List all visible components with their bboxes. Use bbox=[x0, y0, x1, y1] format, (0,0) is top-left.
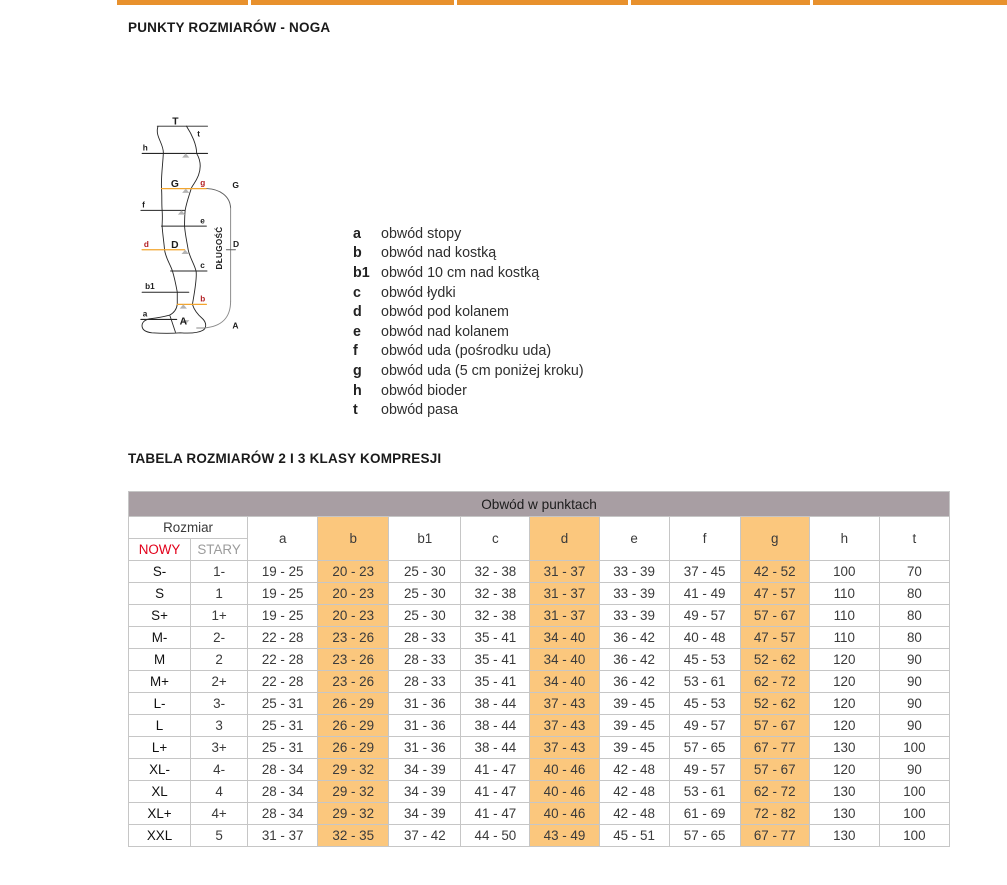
value-cell: 35 - 41 bbox=[461, 671, 530, 693]
point-column-header-g: g bbox=[740, 517, 809, 561]
value-cell: 110 bbox=[809, 605, 879, 627]
value-cell: 34 - 39 bbox=[389, 781, 461, 803]
value-cell: 26 - 29 bbox=[318, 693, 389, 715]
diagram-label-D-big: D bbox=[171, 239, 179, 251]
value-cell: 28 - 34 bbox=[248, 781, 318, 803]
top-tab-indicator-5[interactable] bbox=[813, 0, 1007, 5]
legend-key: t bbox=[353, 402, 358, 419]
value-cell: 23 - 26 bbox=[318, 671, 389, 693]
value-cell: 31 - 37 bbox=[530, 605, 599, 627]
size-new-cell: L- bbox=[129, 693, 191, 715]
value-cell: 39 - 45 bbox=[599, 715, 669, 737]
legend-item bbox=[353, 283, 584, 303]
size-old-cell: 4+ bbox=[191, 803, 248, 825]
size-new-cell: S- bbox=[129, 561, 191, 583]
legend-text: obwód 10 cm nad kostką bbox=[381, 264, 540, 281]
diagram-label-e: e bbox=[200, 216, 205, 226]
value-cell: 41 - 47 bbox=[461, 781, 530, 803]
diagram-label-d: d bbox=[143, 239, 149, 249]
value-cell: 29 - 32 bbox=[318, 803, 389, 825]
value-cell: 36 - 42 bbox=[599, 627, 669, 649]
size-header: Rozmiar bbox=[129, 517, 248, 539]
value-cell: 120 bbox=[809, 693, 879, 715]
value-cell: 44 - 50 bbox=[461, 825, 530, 847]
legend-item bbox=[353, 342, 584, 362]
size-new-cell: XXL bbox=[129, 825, 191, 847]
value-cell: 39 - 45 bbox=[599, 737, 669, 759]
table-header-row bbox=[129, 517, 950, 539]
top-tab-indicator-4[interactable] bbox=[631, 0, 810, 5]
legend-item bbox=[353, 224, 584, 244]
legend-text: obwód pasa bbox=[381, 402, 459, 419]
value-cell: 100 bbox=[879, 803, 949, 825]
size-row bbox=[129, 605, 950, 627]
value-cell: 32 - 38 bbox=[461, 583, 530, 605]
section-title-table: TABELA ROZMIARÓW 2 I 3 KLASY KOMPRESJI bbox=[128, 451, 442, 466]
diagram-label-f: f bbox=[142, 200, 145, 210]
value-cell: 23 - 26 bbox=[318, 649, 389, 671]
diagram-label-T: T bbox=[172, 116, 179, 128]
value-cell: 34 - 40 bbox=[530, 627, 599, 649]
value-cell: 72 - 82 bbox=[740, 803, 809, 825]
legend-text: obwód nad kolanem bbox=[381, 323, 509, 340]
value-cell: 57 - 67 bbox=[740, 715, 809, 737]
legend-text: obwód bioder bbox=[381, 382, 467, 399]
value-cell: 41 - 47 bbox=[461, 759, 530, 781]
size-table-wrap bbox=[128, 491, 950, 847]
value-cell: 35 - 41 bbox=[461, 649, 530, 671]
value-cell: 25 - 30 bbox=[389, 583, 461, 605]
point-column-header-b1: b1 bbox=[389, 517, 461, 561]
diagram-label-G-big: G bbox=[170, 178, 179, 190]
size-old-cell: 3- bbox=[191, 693, 248, 715]
value-cell: 80 bbox=[879, 583, 949, 605]
value-cell: 33 - 39 bbox=[599, 561, 669, 583]
size-new-cell: L+ bbox=[129, 737, 191, 759]
value-cell: 22 - 28 bbox=[248, 671, 318, 693]
table-band-title: Obwód w punktach bbox=[129, 492, 950, 517]
value-cell: 35 - 41 bbox=[461, 627, 530, 649]
value-cell: 120 bbox=[809, 649, 879, 671]
diagram-label-b: b bbox=[200, 294, 206, 304]
diagram-toe-cap-line bbox=[170, 316, 175, 332]
bracket-label-G: G bbox=[232, 179, 240, 190]
value-cell: 25 - 31 bbox=[248, 737, 318, 759]
value-cell: 52 - 62 bbox=[740, 693, 809, 715]
value-cell: 33 - 39 bbox=[599, 583, 669, 605]
value-cell: 22 - 28 bbox=[248, 627, 318, 649]
diagram-label-a: a bbox=[142, 309, 148, 319]
value-cell: 31 - 37 bbox=[530, 561, 599, 583]
top-tab-indicator-1[interactable] bbox=[117, 0, 248, 5]
point-column-header-a: a bbox=[248, 517, 318, 561]
value-cell: 38 - 44 bbox=[461, 693, 530, 715]
size-new-cell: S+ bbox=[129, 605, 191, 627]
point-column-header-h: h bbox=[809, 517, 879, 561]
value-cell: 42 - 52 bbox=[740, 561, 809, 583]
legend-text: obwód pod kolanem bbox=[381, 304, 509, 321]
value-cell: 57 - 65 bbox=[669, 737, 740, 759]
value-cell: 28 - 33 bbox=[389, 649, 461, 671]
size-row bbox=[129, 627, 950, 649]
size-row bbox=[129, 671, 950, 693]
point-column-header-e: e bbox=[599, 517, 669, 561]
value-cell: 130 bbox=[809, 825, 879, 847]
marker-triangles bbox=[178, 153, 190, 324]
size-row bbox=[129, 781, 950, 803]
size-old-cell: 5 bbox=[191, 825, 248, 847]
value-cell: 67 - 77 bbox=[740, 737, 809, 759]
size-new-cell: S bbox=[129, 583, 191, 605]
value-cell: 19 - 25 bbox=[248, 561, 318, 583]
value-cell: 42 - 48 bbox=[599, 781, 669, 803]
value-cell: 90 bbox=[879, 693, 949, 715]
value-cell: 90 bbox=[879, 649, 949, 671]
value-cell: 34 - 39 bbox=[389, 759, 461, 781]
value-cell: 120 bbox=[809, 759, 879, 781]
value-cell: 57 - 67 bbox=[740, 759, 809, 781]
diagram-label-A-big: A bbox=[179, 316, 188, 328]
value-cell: 52 - 62 bbox=[740, 649, 809, 671]
value-cell: 20 - 23 bbox=[318, 605, 389, 627]
leg-diagram bbox=[130, 55, 330, 427]
value-cell: 28 - 34 bbox=[248, 759, 318, 781]
point-column-header-f: f bbox=[669, 517, 740, 561]
value-cell: 40 - 46 bbox=[530, 803, 599, 825]
legend-item bbox=[353, 400, 584, 420]
new-size-header: NOWY bbox=[129, 539, 191, 561]
legend-key: d bbox=[353, 304, 362, 321]
value-cell: 45 - 53 bbox=[669, 649, 740, 671]
old-size-header: STARY bbox=[191, 539, 248, 561]
size-old-cell: 2 bbox=[191, 649, 248, 671]
value-cell: 28 - 33 bbox=[389, 671, 461, 693]
diagram-label-c: c bbox=[200, 260, 205, 270]
diagram-label-t: t bbox=[197, 129, 201, 139]
value-cell: 33 - 39 bbox=[599, 605, 669, 627]
value-cell: 42 - 48 bbox=[599, 759, 669, 781]
section-title-points: PUNKTY ROZMIARÓW - NOGA bbox=[128, 20, 331, 35]
value-cell: 100 bbox=[879, 825, 949, 847]
value-cell: 40 - 46 bbox=[530, 781, 599, 803]
value-cell: 61 - 69 bbox=[669, 803, 740, 825]
value-cell: 31 - 37 bbox=[530, 583, 599, 605]
bracket-label-D: D bbox=[233, 238, 240, 249]
diagram-foot-outline bbox=[142, 304, 206, 333]
diagram-label-h: h bbox=[142, 143, 148, 153]
value-cell: 36 - 42 bbox=[599, 649, 669, 671]
size-row bbox=[129, 561, 950, 583]
legend-key: a bbox=[353, 225, 361, 242]
value-cell: 31 - 36 bbox=[389, 715, 461, 737]
size-table bbox=[128, 491, 950, 847]
size-old-cell: 4 bbox=[191, 781, 248, 803]
size-new-cell: M+ bbox=[129, 671, 191, 693]
value-cell: 130 bbox=[809, 803, 879, 825]
value-cell: 25 - 30 bbox=[389, 605, 461, 627]
value-cell: 40 - 48 bbox=[669, 627, 740, 649]
value-cell: 70 bbox=[879, 561, 949, 583]
size-old-cell: 3+ bbox=[191, 737, 248, 759]
size-row bbox=[129, 759, 950, 781]
value-cell: 20 - 23 bbox=[318, 583, 389, 605]
value-cell: 31 - 36 bbox=[389, 737, 461, 759]
value-cell: 22 - 28 bbox=[248, 649, 318, 671]
size-old-cell: 1- bbox=[191, 561, 248, 583]
value-cell: 45 - 51 bbox=[599, 825, 669, 847]
diagram-leg-outline-right bbox=[185, 126, 201, 304]
top-tab-indicator-2[interactable] bbox=[251, 0, 454, 5]
legend-text: obwód stopy bbox=[381, 225, 462, 242]
legend-key: c bbox=[353, 284, 361, 301]
size-old-cell: 2- bbox=[191, 627, 248, 649]
value-cell: 45 - 53 bbox=[669, 693, 740, 715]
value-cell: 29 - 32 bbox=[318, 781, 389, 803]
diagram-label-g: g bbox=[200, 178, 206, 188]
legend-item bbox=[353, 381, 584, 401]
size-old-cell: 2+ bbox=[191, 671, 248, 693]
diagram-label-b1: b1 bbox=[145, 282, 155, 292]
value-cell: 37 - 45 bbox=[669, 561, 740, 583]
value-cell: 80 bbox=[879, 627, 949, 649]
value-cell: 100 bbox=[809, 561, 879, 583]
value-cell: 37 - 43 bbox=[530, 715, 599, 737]
value-cell: 130 bbox=[809, 737, 879, 759]
value-cell: 47 - 57 bbox=[740, 627, 809, 649]
value-cell: 90 bbox=[879, 759, 949, 781]
legend-text: obwód uda (pośrodku uda) bbox=[381, 343, 552, 360]
value-cell: 49 - 57 bbox=[669, 605, 740, 627]
value-cell: 32 - 38 bbox=[461, 561, 530, 583]
value-cell: 36 - 42 bbox=[599, 671, 669, 693]
value-cell: 100 bbox=[879, 737, 949, 759]
value-cell: 19 - 25 bbox=[248, 605, 318, 627]
value-cell: 67 - 77 bbox=[740, 825, 809, 847]
legend-list bbox=[353, 224, 584, 420]
size-new-cell: M- bbox=[129, 627, 191, 649]
value-cell: 32 - 35 bbox=[318, 825, 389, 847]
size-new-cell: L bbox=[129, 715, 191, 737]
value-cell: 19 - 25 bbox=[248, 583, 318, 605]
value-cell: 26 - 29 bbox=[318, 737, 389, 759]
value-cell: 110 bbox=[809, 583, 879, 605]
value-cell: 31 - 37 bbox=[248, 825, 318, 847]
value-cell: 37 - 43 bbox=[530, 693, 599, 715]
legend-item bbox=[353, 263, 584, 283]
value-cell: 32 - 38 bbox=[461, 605, 530, 627]
value-cell: 110 bbox=[809, 627, 879, 649]
size-row bbox=[129, 583, 950, 605]
point-column-header-b: b bbox=[318, 517, 389, 561]
point-column-header-c: c bbox=[461, 517, 530, 561]
legend-item bbox=[353, 302, 584, 322]
value-cell: 37 - 42 bbox=[389, 825, 461, 847]
value-cell: 34 - 39 bbox=[389, 803, 461, 825]
size-row bbox=[129, 803, 950, 825]
value-cell: 49 - 57 bbox=[669, 715, 740, 737]
value-cell: 43 - 49 bbox=[530, 825, 599, 847]
point-column-header-d: d bbox=[530, 517, 599, 561]
legend-item bbox=[353, 322, 584, 342]
size-old-cell: 1+ bbox=[191, 605, 248, 627]
value-cell: 62 - 72 bbox=[740, 671, 809, 693]
size-row bbox=[129, 825, 950, 847]
value-cell: 23 - 26 bbox=[318, 627, 389, 649]
value-cell: 47 - 57 bbox=[740, 583, 809, 605]
point-column-header-t: t bbox=[879, 517, 949, 561]
value-cell: 41 - 49 bbox=[669, 583, 740, 605]
value-cell: 57 - 67 bbox=[740, 605, 809, 627]
value-cell: 28 - 34 bbox=[248, 803, 318, 825]
value-cell: 53 - 61 bbox=[669, 781, 740, 803]
value-cell: 25 - 31 bbox=[248, 693, 318, 715]
value-cell: 42 - 48 bbox=[599, 803, 669, 825]
size-old-cell: 1 bbox=[191, 583, 248, 605]
value-cell: 38 - 44 bbox=[461, 715, 530, 737]
value-cell: 90 bbox=[879, 715, 949, 737]
value-cell: 80 bbox=[879, 605, 949, 627]
value-cell: 57 - 65 bbox=[669, 825, 740, 847]
bracket-label-A: A bbox=[232, 320, 239, 331]
legend-item bbox=[353, 244, 584, 264]
size-new-cell: M bbox=[129, 649, 191, 671]
value-cell: 120 bbox=[809, 671, 879, 693]
size-new-cell: XL+ bbox=[129, 803, 191, 825]
size-row bbox=[129, 649, 950, 671]
value-cell: 28 - 33 bbox=[389, 627, 461, 649]
value-cell: 62 - 72 bbox=[740, 781, 809, 803]
length-label: DŁUGOŚĆ bbox=[215, 226, 225, 270]
value-cell: 90 bbox=[879, 671, 949, 693]
top-tab-indicator-3[interactable] bbox=[457, 0, 628, 5]
value-cell: 53 - 61 bbox=[669, 671, 740, 693]
legend-key: b1 bbox=[353, 264, 370, 281]
value-cell: 31 - 36 bbox=[389, 693, 461, 715]
value-cell: 20 - 23 bbox=[318, 561, 389, 583]
value-cell: 37 - 43 bbox=[530, 737, 599, 759]
value-cell: 130 bbox=[809, 781, 879, 803]
value-cell: 39 - 45 bbox=[599, 693, 669, 715]
size-row bbox=[129, 693, 950, 715]
value-cell: 100 bbox=[879, 781, 949, 803]
value-cell: 40 - 46 bbox=[530, 759, 599, 781]
legend-text: obwód nad kostką bbox=[381, 245, 497, 262]
legend-item bbox=[353, 361, 584, 381]
legend-key: h bbox=[353, 382, 362, 399]
value-cell: 38 - 44 bbox=[461, 737, 530, 759]
value-cell: 41 - 47 bbox=[461, 803, 530, 825]
size-old-cell: 3 bbox=[191, 715, 248, 737]
value-cell: 25 - 30 bbox=[389, 561, 461, 583]
size-old-cell: 4- bbox=[191, 759, 248, 781]
size-row bbox=[129, 737, 950, 759]
value-cell: 25 - 31 bbox=[248, 715, 318, 737]
value-cell: 34 - 40 bbox=[530, 649, 599, 671]
value-cell: 29 - 32 bbox=[318, 759, 389, 781]
value-cell: 34 - 40 bbox=[530, 671, 599, 693]
size-new-cell: XL bbox=[129, 781, 191, 803]
value-cell: 120 bbox=[809, 715, 879, 737]
legend-text: obwód uda (5 cm poniżej kroku) bbox=[381, 362, 584, 379]
table-band-row bbox=[129, 492, 950, 517]
size-table-body bbox=[129, 561, 950, 847]
size-row bbox=[129, 715, 950, 737]
legend-key: b bbox=[353, 245, 362, 262]
legend-key: e bbox=[353, 323, 361, 340]
size-new-cell: XL- bbox=[129, 759, 191, 781]
value-cell: 49 - 57 bbox=[669, 759, 740, 781]
legend-key: g bbox=[353, 362, 362, 379]
legend-key: f bbox=[353, 343, 358, 360]
legend-text: obwód łydki bbox=[381, 284, 456, 301]
value-cell: 26 - 29 bbox=[318, 715, 389, 737]
